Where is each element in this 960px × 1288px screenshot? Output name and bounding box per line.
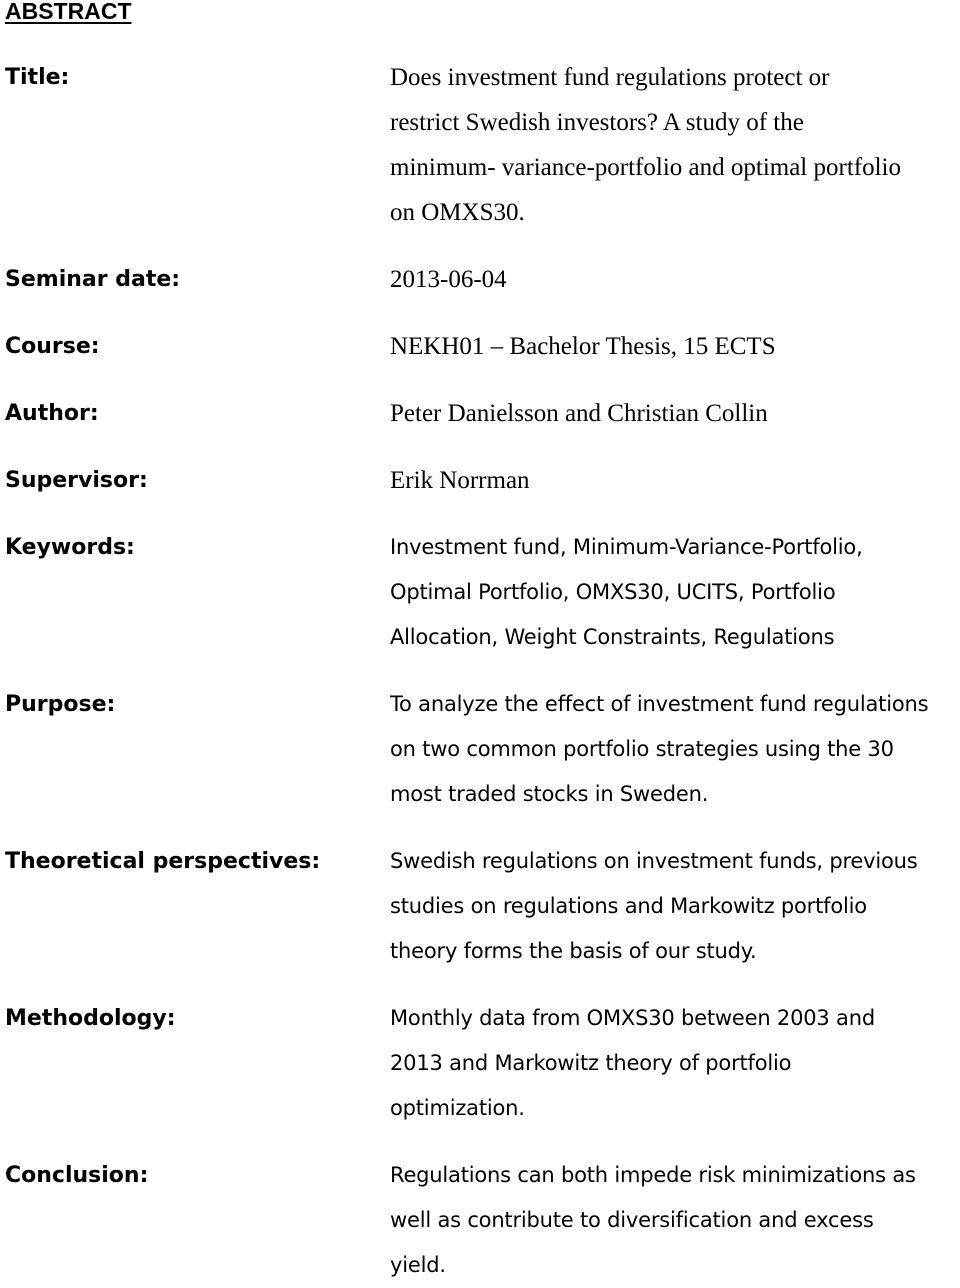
theoretical-perspectives-label: Theoretical perspectives: bbox=[5, 849, 321, 874]
conclusion-line: Regulations can both impede risk minimizations as bbox=[390, 1163, 916, 1187]
seminar-date-value bbox=[390, 257, 507, 302]
keywords-line: Investment fund, Minimum-Variance-Portfolio, bbox=[390, 535, 863, 559]
methodology-value bbox=[390, 996, 875, 1131]
theoretical-perspectives-line: theory forms the basis of our study. bbox=[390, 939, 757, 963]
keywords-line: Optimal Portfolio, OMXS30, UCITS, Portfolio bbox=[390, 580, 836, 604]
course-label: Course: bbox=[5, 334, 100, 359]
conclusion-line: well as contribute to diversification and excess bbox=[390, 1208, 874, 1232]
purpose-label: Purpose: bbox=[5, 692, 116, 717]
author-line: Peter Danielsson and Christian Collin bbox=[390, 400, 768, 427]
methodology-line: Monthly data from OMXS30 between 2003 and bbox=[390, 1006, 875, 1030]
title-line: on OMXS30. bbox=[390, 199, 525, 226]
title-value bbox=[390, 55, 901, 235]
theoretical-perspectives-value bbox=[390, 839, 918, 974]
purpose-value bbox=[390, 682, 928, 817]
supervisor-label: Supervisor: bbox=[5, 468, 148, 493]
purpose-line: most traded stocks in Sweden. bbox=[390, 782, 709, 806]
keywords-label: Keywords: bbox=[5, 535, 135, 560]
supervisor-value bbox=[390, 458, 530, 503]
seminar-date-label: Seminar date: bbox=[5, 267, 181, 292]
methodology-label: Methodology: bbox=[5, 1006, 176, 1031]
theoretical-perspectives-line: studies on regulations and Markowitz portfolio bbox=[390, 894, 867, 918]
methodology-line: optimization. bbox=[390, 1096, 525, 1120]
author-label: Author: bbox=[5, 401, 99, 426]
author-value bbox=[390, 391, 768, 436]
seminar-date-line: 2013-06-04 bbox=[390, 266, 507, 293]
methodology-line: 2013 and Markowitz theory of portfolio bbox=[390, 1051, 792, 1075]
course-value bbox=[390, 324, 776, 369]
theoretical-perspectives-line: Swedish regulations on investment funds, previous bbox=[390, 849, 918, 873]
title-line: restrict Swedish investors? A study of the bbox=[390, 109, 804, 136]
title-label: Title: bbox=[5, 65, 70, 90]
keywords-line: Allocation, Weight Constraints, Regulations bbox=[390, 625, 835, 649]
title-line: minimum- variance-portfolio and optimal portfolio bbox=[390, 154, 901, 181]
abstract-heading: ABSTRACT bbox=[5, 0, 132, 24]
purpose-line: on two common portfolio strategies using the 30 bbox=[390, 737, 894, 761]
conclusion-line: yield. bbox=[390, 1253, 446, 1277]
conclusion-value bbox=[390, 1153, 916, 1288]
purpose-line: To analyze the effect of investment fund regulations bbox=[390, 692, 929, 716]
conclusion-label: Conclusion: bbox=[5, 1163, 149, 1188]
title-line: Does investment fund regulations protect or bbox=[390, 64, 830, 91]
course-line: NEKH01 – Bachelor Thesis, 15 ECTS bbox=[390, 333, 776, 360]
supervisor-line: Erik Norrman bbox=[390, 467, 530, 494]
keywords-value bbox=[390, 525, 863, 660]
